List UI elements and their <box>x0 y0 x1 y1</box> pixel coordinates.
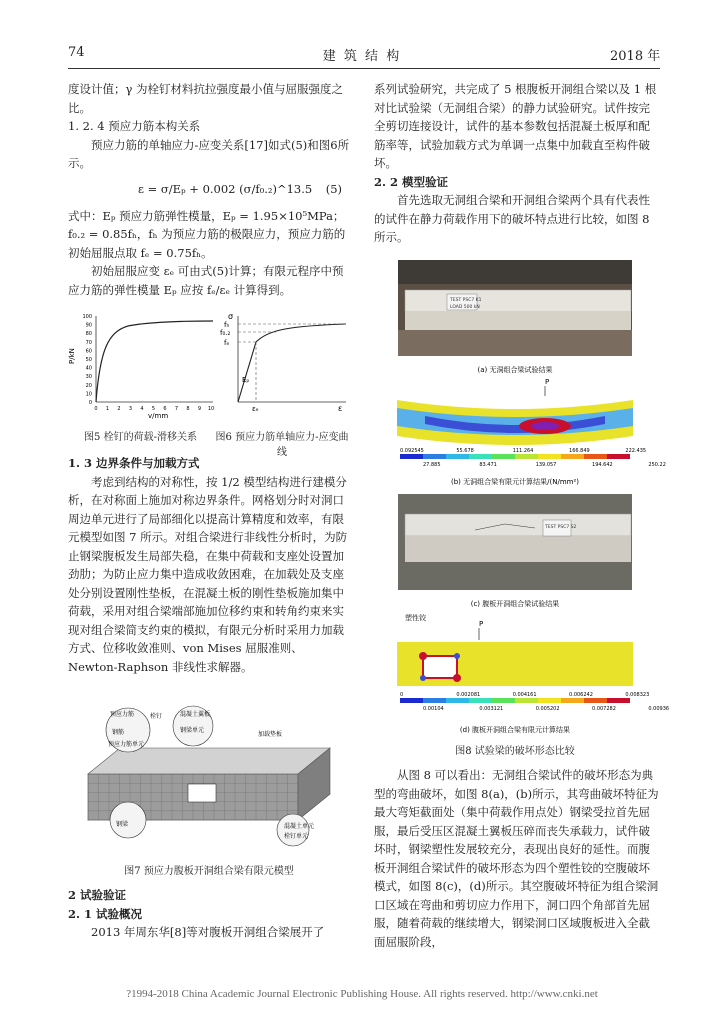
fig8b-caption: (b) 无洞组合梁有限元计算结果/(N/mm²) <box>451 478 579 486</box>
fig5-xlabel: v/mm <box>148 412 169 420</box>
colorbar-segment <box>400 698 423 703</box>
fig5-ytick: 60 <box>85 348 92 355</box>
colorbar-segment <box>423 698 446 703</box>
fig5-caption: 图5 栓钉的荷载-滑移关系 <box>84 432 197 443</box>
colorbar-segment <box>584 698 607 703</box>
fig5-xtick: 1 <box>105 406 110 412</box>
fig5-ytick: 100 <box>82 314 92 320</box>
fig5-ytick: 10 <box>85 391 92 398</box>
colorbar-tick: 0.00104 <box>423 706 444 712</box>
fig7-label: 混凝土翼板 <box>180 711 211 718</box>
colorbar-segment <box>607 698 630 703</box>
colorbar-segment <box>400 454 423 459</box>
fig5-ytick: 40 <box>85 365 92 372</box>
fig7-label: 预应力筋 <box>110 711 135 718</box>
colorbar-tick: 0.00936 <box>648 706 670 712</box>
photo-a-label2: LOAD 500 kN <box>450 305 480 310</box>
fig7-label: 预应力筋单元 <box>108 741 145 748</box>
fig5-xtick: 8 <box>186 406 190 412</box>
colorbar-tick: 0.006242 <box>569 692 593 698</box>
fig7-label: 加载垫板 <box>258 731 283 738</box>
section-heading: 2 试验验证 <box>68 888 127 902</box>
colorbar-segment <box>492 698 515 703</box>
fig5-ytick: 70 <box>85 339 92 346</box>
fig5-ytick: 30 <box>85 374 92 381</box>
paragraph: 式中：Eₚ 预应力筋弹性模量，Eₚ = 1.95×10⁵MPa；f₀.₂ = 0.85fₕ，fₕ 为预应力筋的极限应力，预应力筋的初始屈服点取 fₑ = 0.75fₕ。 <box>68 208 346 260</box>
fig5-ytick: 20 <box>85 382 92 389</box>
colorbar-tick: 0.007282 <box>592 706 616 712</box>
colorbar-tick: 55.678 <box>456 448 474 454</box>
paragraph: 初始屈服应变 εₑ 可由式(5)计算；有限元程序中预应力筋的弹性模量 Eₚ 应按 fₑ/εₑ 计算得到。 <box>68 264 344 297</box>
journal-title: 建 筑 结 构 <box>322 49 402 64</box>
section-heading: 2. 1 试验概况 <box>68 906 143 921</box>
paragraph: 从图 8 可以看出：无洞组合梁试件的破坏形态为典型的弯曲破坏，如图 8(a)，(b)所示，其弯曲破坏特征为最大弯矩截面处（集中荷载作用点处）钢梁受拉首先屈服，最后受压区混凝土翼板压碎而丧失承载力，试件破坏时，钢梁塑性发展较充分，表现出良好的延性。而腹板开洞组合梁试件的破坏形态为四个塑性铰的空腹破坏模式，如图 8(c)，(d)所示。其空腹破坏特征为组合梁洞口区域在弯曲和剪切应力作用下，洞口四个角部首先屈服，随着荷载的继续增大，钢梁洞口区域腹板进入全截面屈服阶段， <box>374 768 659 949</box>
fig8c-caption: (c) 腹板开洞组合梁试验结果 <box>470 600 560 608</box>
colorbar-tick: 0.092545 <box>400 448 424 454</box>
paragraph: 度设计值；γ 为栓钉材料抗拉强度最小值与屈服强度之比。 <box>68 82 344 115</box>
colorbar-segment <box>561 698 584 703</box>
photo-a-label: TEST PSC7 K1 <box>450 298 482 303</box>
fig8d-caption: (d) 腹板开洞组合梁有限元计算结果 <box>459 726 571 734</box>
colorbar-segment <box>515 454 538 459</box>
colorbar-tick: 0.005202 <box>535 706 560 712</box>
fig8d-hinge-label: 塑性铰 <box>405 614 426 622</box>
fig7-label: 混凝土单元 <box>284 823 315 830</box>
fig5-xtick: 2 <box>117 406 121 412</box>
colorbar-segment <box>607 454 630 459</box>
paragraph: 预应力筋的单轴应力-应变关系[17]如式(5)和图6所示。 <box>68 137 350 170</box>
colorbar-segment <box>446 698 469 703</box>
fig7-caption: 图7 预应力腹板开洞组合梁有限元模型 <box>124 866 294 877</box>
left-column-top <box>68 80 350 299</box>
fig5-ytick: 80 <box>85 331 92 338</box>
fig8b-load: P <box>545 378 550 386</box>
colorbar-tick: 139.057 <box>535 462 557 468</box>
colorbar-tick: 111.264 <box>512 448 534 454</box>
fig6-chart <box>218 310 350 420</box>
fig6-f02: f₀.₂ <box>220 329 231 337</box>
fig6-sigma: σ <box>228 312 234 321</box>
paragraph: 首先选取无洞组合梁和开洞组合梁两个具有代表性的试件在静力荷载作用下的破坏特点进行比较，如图 8 所示。 <box>374 193 650 244</box>
section-heading: 1. 2. 4 预应力筋本构关系 <box>68 119 201 133</box>
left-column-mid <box>68 454 350 676</box>
header-rule <box>68 68 660 69</box>
fig6-fe: fₑ <box>224 339 230 347</box>
fig5-ytick: 0 <box>88 400 92 406</box>
fig5-xtick: 0 <box>94 406 98 412</box>
colorbar-segment <box>584 454 607 459</box>
fig6-epse: εₑ <box>252 405 259 413</box>
paragraph: 考虑到结构的对称性，按 1/2 模型结构进行建模分析，在对称面上施加对称边界条件。网格划分时对洞口周边单元进行了局部细化以提高计算精度和效率，有限元模型如图 7 所示。对组合梁进行非线性分析时，为防止钢梁腹板发生局部失稳，在集中荷载和支座处设置加劲肋；为防止应力集中造成收敛困难，在加载处及支座处分别设置刚性垫板，在混凝土板的刚性垫板施加集中荷载，采用对组合梁端部施加位移约束和转角约束来实现对组合梁简支约束的模拟，有限元分析时采用力加载方式、位移收敛准则、von Mises 屈服准则、Newton-Raphson 非线性求解器。 <box>68 474 348 674</box>
colorbar-tick: 0.004161 <box>512 692 537 698</box>
colorbar-segment <box>515 698 538 703</box>
fig5-xtick: 6 <box>163 406 167 412</box>
fig8 <box>395 258 670 740</box>
colorbar-segment <box>469 698 492 703</box>
fig7-fe-model <box>68 702 350 847</box>
fig5-xtick: 5 <box>151 406 156 412</box>
fig7-label: 钢筋 <box>112 729 125 736</box>
colorbar-segment <box>538 698 561 703</box>
fig5-ytick: 90 <box>85 322 92 329</box>
colorbar-segment <box>561 454 584 459</box>
fig5-ytick: 50 <box>85 357 92 363</box>
fig7-label: 栓钉单元 <box>284 833 309 840</box>
right-column-bottom <box>374 766 660 951</box>
fig5-xtick: 3 <box>128 406 133 412</box>
section-heading: 2. 2 模型验证 <box>374 174 449 189</box>
colorbar-segment <box>446 454 469 459</box>
right-column-top <box>374 80 660 247</box>
fig6-caption: 图6 预应力筋单轴应力-应变曲线 <box>215 432 349 458</box>
fig6-eps: ε <box>338 404 343 413</box>
fig5-xtick: 7 <box>174 406 179 412</box>
fig7-label: 钢梁 <box>116 821 129 828</box>
colorbar-tick: 27.885 <box>423 462 441 468</box>
fig7-label: 钢梁单元 <box>180 727 205 734</box>
stress-strain-curve <box>238 324 346 402</box>
load-slip-curve <box>96 321 213 402</box>
colorbar-tick: 250.22 <box>648 462 666 468</box>
copyright-footer: ?1994-2018 China Academic Journal Electronic Publishing House. All rights reserved. http://www.cnki.net <box>126 988 598 1000</box>
colorbar-tick: 194.642 <box>592 462 613 468</box>
colorbar-segment <box>538 454 561 459</box>
section-heading: 1. 3 边界条件与加载方式 <box>68 456 200 470</box>
equation-number: (5) <box>325 182 342 197</box>
equation-5 <box>68 173 350 207</box>
fig5-chart <box>68 310 218 420</box>
paragraph: 系列试验研究，共完成了 5 根腹板开洞组合梁以及 1 根对比试验梁（无洞组合梁）的静力试验研究。试件按完全剪切连接设计，试件的基本参数包括混凝土板厚和配筋率等，试验加载方式为单调一点集中加载直至构件破坏。 <box>374 82 657 170</box>
fig7-label: 栓钉 <box>150 713 163 720</box>
fig5-xtick: 4 <box>140 406 144 412</box>
left-column-bottom <box>68 886 350 942</box>
fig8a-caption: (a) 无洞组合梁试验结果 <box>477 366 553 374</box>
colorbar-tick: 0.008323 <box>625 692 650 698</box>
photo-c-label: TEST PSC7 S2 <box>545 525 577 530</box>
colorbar-tick: 0.002081 <box>456 692 481 698</box>
colorbar-tick: 83.471 <box>479 462 497 468</box>
paragraph: 2013 年周东华[8]等对腹板开洞组合梁展开了 <box>91 925 325 939</box>
colorbar-tick: 0 <box>400 692 404 698</box>
fig5-xtick: 10 <box>207 406 215 412</box>
equation-body: ε = σ/Eₚ + 0.002 (σ/f₀.₂)^13.5 <box>138 182 313 197</box>
colorbar-tick: 0.003121 <box>479 706 504 712</box>
fig6-ep: Eₚ <box>242 376 250 384</box>
fig8d-load: P <box>479 620 484 628</box>
colorbar-tick: 166.849 <box>569 448 590 454</box>
colorbar-tick: 222.435 <box>625 448 647 454</box>
journal-year: 2018 年 <box>610 49 661 64</box>
colorbar-segment <box>469 454 492 459</box>
fig5-xtick: 9 <box>197 406 202 412</box>
colorbar-segment <box>492 454 515 459</box>
fig5-ylabel: P/kN <box>68 348 76 364</box>
colorbar-segment <box>423 454 446 459</box>
fig6-fu: fₕ <box>224 321 230 329</box>
page-number: 74 <box>68 45 85 60</box>
web-opening <box>188 784 216 802</box>
fig8-caption: 图8 试验梁的破坏形态比较 <box>455 746 575 757</box>
